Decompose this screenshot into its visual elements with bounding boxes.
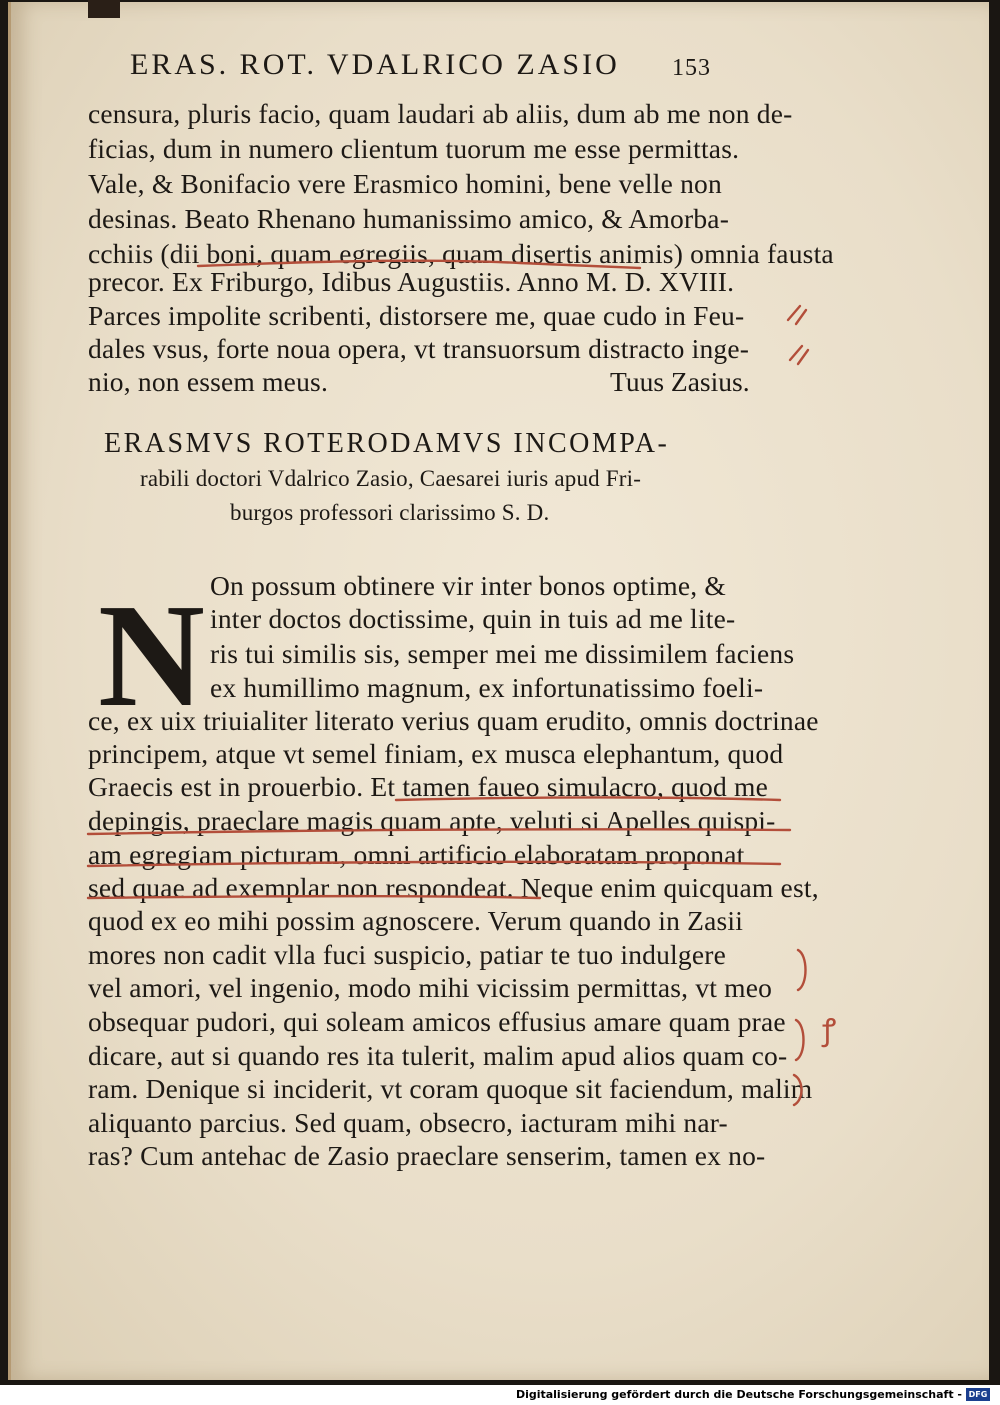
letter-heading-caps: ERASMVS ROTERODAMVS INCOMPA- xyxy=(104,428,670,459)
text-line: ram. Denique si inciderit, vt coram quoque sit faciendum, malim xyxy=(88,1073,813,1104)
digitization-credit: Digitalisierung gefördert durch die Deutsche Forschungsgemeinschaft - xyxy=(515,1388,962,1401)
text-line: obsequar pudori, qui soleam amicos effusius amare quam prae xyxy=(88,1006,786,1037)
folio-number: 153 xyxy=(672,55,711,81)
text-line: Parces impolite scribenti, distorsere me, quae cudo in Feu- xyxy=(88,300,745,331)
text-line: aliquanto parcius. Sed quam, obsecro, iacturam mihi nar- xyxy=(88,1107,728,1138)
text-line: vel amori, vel ingenio, modo mihi vicissim permittas, vt meo xyxy=(88,972,773,1003)
text-line: mores non cadit vlla fuci suspicio, patiar te tuo indulgere xyxy=(88,939,727,970)
text-line: Graecis est in prouerbio. Et tamen faueo simulacro, quod me xyxy=(88,771,768,802)
text-line: am egregiam picturam, omni artificio elaboratam proponat xyxy=(88,839,745,870)
text-line: ficias, dum in numero clientum tuorum me esse permittas. xyxy=(88,133,740,164)
text-line: inter doctos doctissime, quin in tuis ad me lite- xyxy=(210,603,736,634)
dfg-logo: DFG xyxy=(966,1388,990,1401)
text-line: ce, ex uix triuialiter literato verius quam erudito, omnis doctrinae xyxy=(88,705,819,736)
text-line: precor. Ex Friburgo, Idibus Augustiis. Anno M. D. XVIII. xyxy=(88,266,735,297)
decorated-initial: N xyxy=(98,574,205,738)
text-line: principem, atque vt semel finiam, ex musca elephantum, quod xyxy=(88,738,784,769)
page-tab-mark xyxy=(88,0,120,18)
text-line: sed quae ad exemplar non respondeat. Neque enim quicquam est, xyxy=(88,872,819,903)
text-line: depingis, praeclare magis quam apte, veluti si Apelles quispi- xyxy=(88,805,776,836)
letter-heading-line: rabili doctori Vdalrico Zasio, Caesarei iuris apud Fri- xyxy=(140,466,642,491)
text-line: ex humillimo magnum, ex infortunatissimo foeli- xyxy=(210,672,764,703)
text-line: ras? Cum antehac de Zasio praeclare senserim, tamen ex no- xyxy=(88,1140,766,1171)
text-line: On possum obtinere vir inter bonos optime, & xyxy=(210,570,726,601)
running-head: ERAS. ROT. VDALRICO ZASIO xyxy=(130,48,620,81)
text-line: dales vsus, forte noua opera, vt transuorsum distracto inge- xyxy=(88,333,750,364)
text-line: dicare, aut si quando res ita tulerit, malim apud alios quam co- xyxy=(88,1040,788,1071)
text-line: cchiis (dii boni, quam egregiis, quam disertis animis) omnia fausta xyxy=(88,238,834,269)
text-line: quod ex eo mihi possim agnoscere. Verum quando in Zasii xyxy=(88,905,744,936)
text-line: ris tui similis sis, semper mei me dissimilem faciens xyxy=(210,638,795,669)
text-line: desinas. Beato Rhenano humanissimo amico, & Amorba- xyxy=(88,203,730,234)
text-line: Vale, & Bonifacio vere Erasmico homini, bene velle non xyxy=(88,168,722,199)
text-line: nio, non essem meus. xyxy=(88,366,329,397)
margin-ink-mark: ꝭ xyxy=(822,1013,837,1048)
text-line: censura, pluris facio, quam laudari ab aliis, dum ab me non de- xyxy=(88,98,793,129)
letter-heading-line: burgos professori clarissimo S. D. xyxy=(230,500,550,525)
signature: Tuus Zasius. xyxy=(610,366,750,397)
